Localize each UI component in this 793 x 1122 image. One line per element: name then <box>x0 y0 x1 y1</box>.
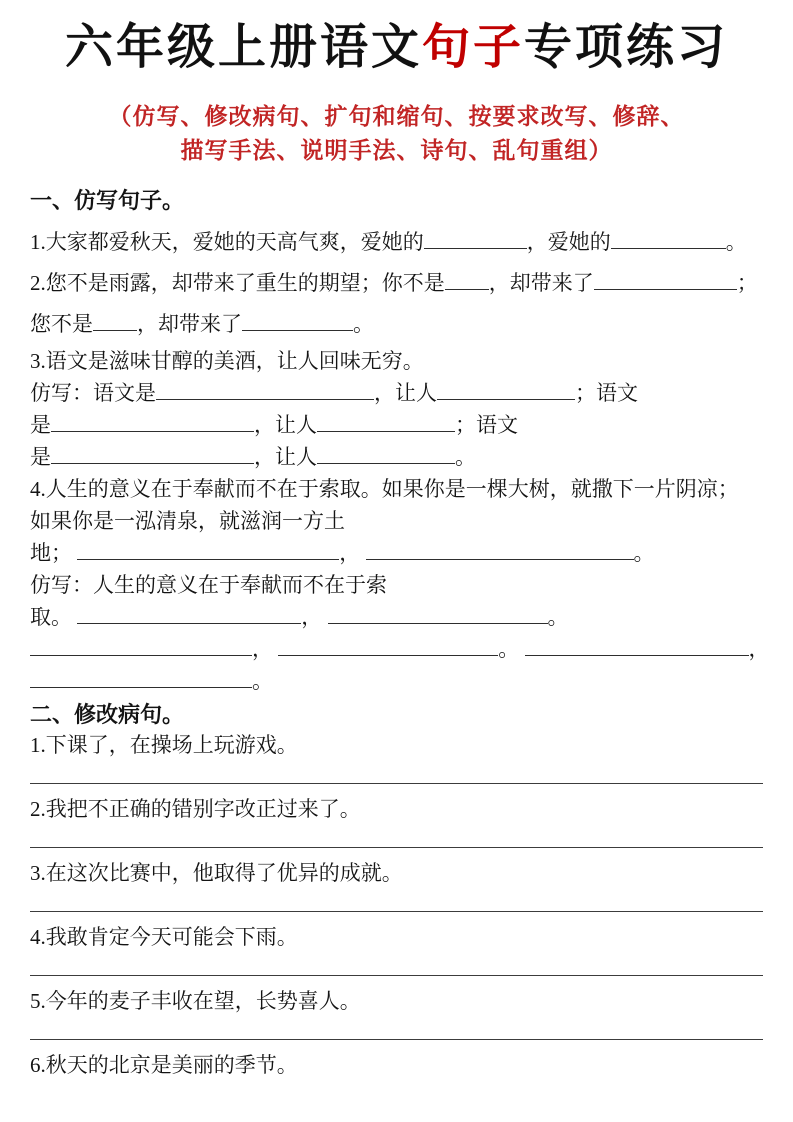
page-title <box>30 16 763 80</box>
line-text: ； <box>736 271 758 295</box>
title-suffix: 专项练习 <box>524 21 729 74</box>
fill-in-blank <box>317 430 455 432</box>
fill-in-blank <box>437 398 575 400</box>
fill-in-blank <box>594 288 737 290</box>
fill-in-blank <box>93 329 137 331</box>
line-text: 。 <box>725 230 747 254</box>
line-text: 如果你是一泓清泉，就滋润一方土 <box>30 509 345 533</box>
worksheet-line <box>30 601 763 633</box>
line-text: 是 <box>30 445 51 469</box>
line-text: 。 <box>252 669 273 693</box>
fill-in-blank <box>317 462 455 464</box>
line-text: ；语文 <box>575 381 638 405</box>
exercise-item <box>30 731 763 784</box>
exercise-sentence: 1.下课了，在操场上玩游戏。 <box>30 733 298 757</box>
section-two-body <box>30 731 763 1079</box>
answer-line <box>30 1039 763 1040</box>
fill-in-blank <box>51 462 254 464</box>
fill-in-blank <box>30 686 252 688</box>
exercise-sentence: 5.今年的麦子丰收在望，长势喜人。 <box>30 989 361 1013</box>
worksheet-line <box>30 537 763 569</box>
fill-in-blank <box>242 329 353 331</box>
line-text: ， <box>301 605 328 629</box>
exercise-item <box>30 1051 763 1079</box>
line-text: ， <box>748 637 770 661</box>
line-text: 1.大家都爱秋天，爱她的天高气爽，爱她的 <box>30 230 424 254</box>
line-text: ， <box>339 541 366 565</box>
exercise-item <box>30 987 763 1040</box>
exercise-item <box>30 859 763 912</box>
line-text: 取。 <box>30 605 78 629</box>
line-text: 是 <box>30 413 51 437</box>
worksheet-line <box>30 473 763 505</box>
worksheet-line <box>30 222 763 263</box>
line-text: 。 <box>633 541 655 565</box>
fill-in-blank <box>77 622 301 624</box>
section-one-heading: 一、仿写句子。 <box>30 188 185 213</box>
line-text: ，让人 <box>374 381 437 405</box>
answer-line <box>30 975 763 976</box>
line-text: 4.人生的意义在于奉献而不在于索取。如果你是一棵大树，就撒下一片阴凉； <box>30 477 739 501</box>
fill-in-blank <box>611 247 726 249</box>
fill-in-blank <box>366 558 634 560</box>
exercise-item <box>30 795 763 848</box>
line-text: 。 <box>547 605 569 629</box>
line-text: 。 <box>353 312 374 336</box>
line-text: ，却带来了 <box>488 271 594 295</box>
line-text: ， <box>252 637 279 661</box>
worksheet-line <box>30 263 763 304</box>
worksheet-line <box>30 633 770 665</box>
title-highlight: 句子 <box>421 21 524 74</box>
worksheet-line <box>30 377 763 409</box>
subtitle-line-1: （仿写、修改病句、扩句和缩句、按要求改写、修辞、 <box>108 104 685 129</box>
fill-in-blank <box>424 247 527 249</box>
answer-line <box>30 847 763 848</box>
exercise-sentence: 4.我敢肯定今天可能会下雨。 <box>30 925 298 949</box>
worksheet-line <box>30 569 763 601</box>
fill-in-blank <box>278 654 498 656</box>
line-text: 3.语文是滋味甘醇的美酒，让人回味无穷。 <box>30 349 424 373</box>
fill-in-blank <box>30 654 252 656</box>
line-text: ；语文 <box>455 413 518 437</box>
fill-in-blank <box>51 430 254 432</box>
section-two-heading: 二、修改病句。 <box>30 702 185 727</box>
fill-in-blank <box>445 288 489 290</box>
line-text: 。 <box>498 637 525 661</box>
line-text: ，爱她的 <box>526 230 611 254</box>
section-one-body <box>30 222 770 697</box>
line-text: 仿写：语文是 <box>30 381 156 405</box>
worksheet-line <box>30 345 763 377</box>
worksheet-line <box>30 665 763 697</box>
line-text: 2.您不是雨露，却带来了重生的期望；你不是 <box>30 271 445 295</box>
worksheet-line <box>30 304 763 345</box>
line-text: 仿写：人生的意义在于奉献而不在于索 <box>30 573 387 597</box>
worksheet-line <box>30 441 763 473</box>
subtitle-line-2: 描写手法、说明手法、诗句、乱句重组） <box>180 138 613 163</box>
line-text: 地； <box>30 541 78 565</box>
line-text: 。 <box>455 445 476 469</box>
subtitle <box>30 100 763 168</box>
exercise-sentence: 2.我把不正确的错别字改正过来了。 <box>30 797 361 821</box>
line-text: ，让人 <box>254 445 317 469</box>
fill-in-blank <box>328 622 548 624</box>
fill-in-blank <box>525 654 749 656</box>
line-text: ，让人 <box>254 413 317 437</box>
fill-in-blank <box>77 558 339 560</box>
worksheet-line <box>30 505 763 537</box>
line-text: 您不是 <box>30 312 93 336</box>
line-text: ，却带来了 <box>137 312 242 336</box>
exercise-item <box>30 923 763 976</box>
worksheet-line <box>30 409 763 441</box>
title-prefix: 六年级上册语文 <box>64 21 422 74</box>
fill-in-blank <box>156 398 374 400</box>
answer-line <box>30 911 763 912</box>
answer-line <box>30 783 763 784</box>
exercise-sentence: 3.在这次比赛中，他取得了优异的成就。 <box>30 861 403 885</box>
exercise-sentence: 6.秋天的北京是美丽的季节。 <box>30 1053 298 1077</box>
